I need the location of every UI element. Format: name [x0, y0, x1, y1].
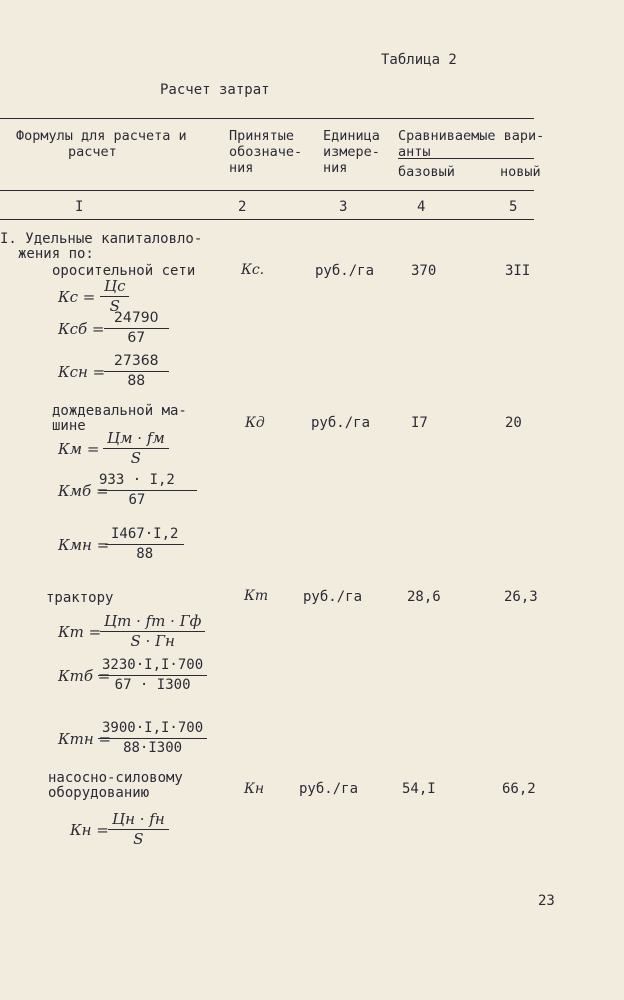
row-value-new: 66,2: [502, 781, 536, 797]
row-name: шине: [52, 418, 86, 434]
row-symbol: Кд: [245, 415, 265, 431]
row-name: насосно-силовому: [48, 770, 183, 786]
formula-fraction: [98, 657, 207, 694]
formula-lhs: Км =: [58, 440, 100, 458]
header-col2-line1: Принятые: [229, 128, 295, 144]
formula-denominator: 88: [127, 373, 146, 389]
formula-numerator: Цт · fт · Гф: [100, 613, 205, 632]
numbers-rule: [0, 219, 534, 220]
top-rule: [0, 118, 534, 119]
formula-lhs: Ктб =: [58, 667, 111, 685]
formula-fraction: [100, 613, 205, 650]
row-unit: руб./га: [315, 263, 375, 279]
formula-fraction: [105, 526, 184, 563]
row-value-base: I7: [411, 415, 428, 431]
row-value-new: 26,3: [504, 589, 538, 605]
formula-numerator: 27368: [104, 353, 169, 372]
formula-numerator: I467·I,2: [105, 526, 184, 545]
header-col3-line2: измере-: [323, 144, 380, 160]
formula-lhs: Кс =: [58, 288, 96, 306]
row-unit: руб./га: [311, 415, 371, 431]
row-value-base: 28,6: [407, 589, 441, 605]
page-number: 23: [538, 893, 555, 909]
formula-numerator: Цн · fн: [108, 811, 169, 830]
header-col1-line2: расчет: [68, 144, 117, 160]
formula-fraction: [98, 720, 207, 757]
row-value-new: 3II: [505, 263, 531, 279]
formula-fraction: [103, 430, 169, 467]
formula-lhs: Кмн =: [58, 536, 110, 554]
formula-denominator: 67: [127, 330, 146, 346]
formula-fraction: [104, 310, 169, 347]
formula-lhs: Ксн =: [58, 363, 106, 381]
formula-denominator: 67 · I300: [114, 677, 191, 693]
formula-numerator: 24790: [104, 310, 169, 329]
formula-denominator: S · Гн: [130, 632, 175, 650]
formula-fraction: [99, 472, 197, 509]
col-number-2: 2: [238, 199, 247, 215]
formula-denominator: 88: [136, 546, 154, 562]
col-number-4: 4: [417, 199, 426, 215]
formula-numerator: 3900·I,I·700: [98, 720, 207, 739]
header-col4-line2: анты: [398, 144, 431, 160]
formula-fraction: [104, 353, 169, 390]
row-symbol: Кн: [244, 781, 265, 797]
header-col4-new: новый: [500, 164, 541, 180]
formula-denominator: S: [133, 830, 144, 848]
formula-numerator: 933 · I,2: [99, 472, 197, 491]
formula-numerator: Цс: [100, 278, 129, 297]
row-value-new: 20: [505, 415, 522, 431]
row-unit: руб./га: [299, 781, 359, 797]
header-col3-line1: Единица: [323, 128, 380, 144]
header-sub-rule: [398, 158, 534, 159]
row-name: оборудованию: [48, 785, 150, 801]
table-label: Таблица 2: [381, 52, 457, 68]
header-col3-line3: ния: [323, 160, 348, 176]
col-number-3: 3: [339, 199, 348, 215]
row-symbol: Кт: [244, 588, 269, 604]
row-value-base: 54,I: [402, 781, 436, 797]
row-value-base: 370: [411, 263, 437, 279]
formula-fraction: [108, 811, 169, 848]
header-col2-line2: обозначе-: [229, 144, 303, 160]
formula-denominator: 67: [128, 492, 146, 508]
row-symbol: Кс.: [241, 262, 265, 278]
section-heading-line1: I. Удельные капиталовло-: [0, 231, 203, 247]
formula-lhs: Кн =: [70, 821, 109, 839]
formula-denominator: 88·I300: [123, 740, 183, 756]
row-unit: руб./га: [303, 589, 363, 605]
formula-lhs: Ксб =: [58, 320, 105, 338]
row-name: дождевальной ма-: [52, 403, 187, 419]
row-name: оросительной сети: [52, 263, 196, 279]
formula-numerator: Цм · fм: [103, 430, 169, 449]
formula-denominator: S: [109, 297, 120, 315]
formula-lhs: Кмб =: [58, 482, 109, 500]
header-col2-line3: ния: [229, 160, 254, 176]
formula-lhs: Ктн =: [58, 730, 112, 748]
header-bottom-rule: [0, 190, 534, 191]
formula-lhs: Кт =: [58, 623, 102, 641]
row-name: трактору: [46, 590, 114, 606]
header-col4-line1: Сравниваемые вари-: [398, 128, 545, 144]
col-number-5: 5: [509, 199, 518, 215]
section-heading-line2: жения по:: [18, 246, 94, 262]
col-number-1: I: [75, 199, 84, 215]
formula-denominator: S: [130, 449, 142, 467]
header-col4-base: базовый: [398, 164, 455, 180]
formula-numerator: 3230·I,I·700: [98, 657, 207, 676]
table-title: Расчет затрат: [160, 82, 270, 98]
header-col1-line1: Формулы для расчета и: [16, 128, 187, 144]
